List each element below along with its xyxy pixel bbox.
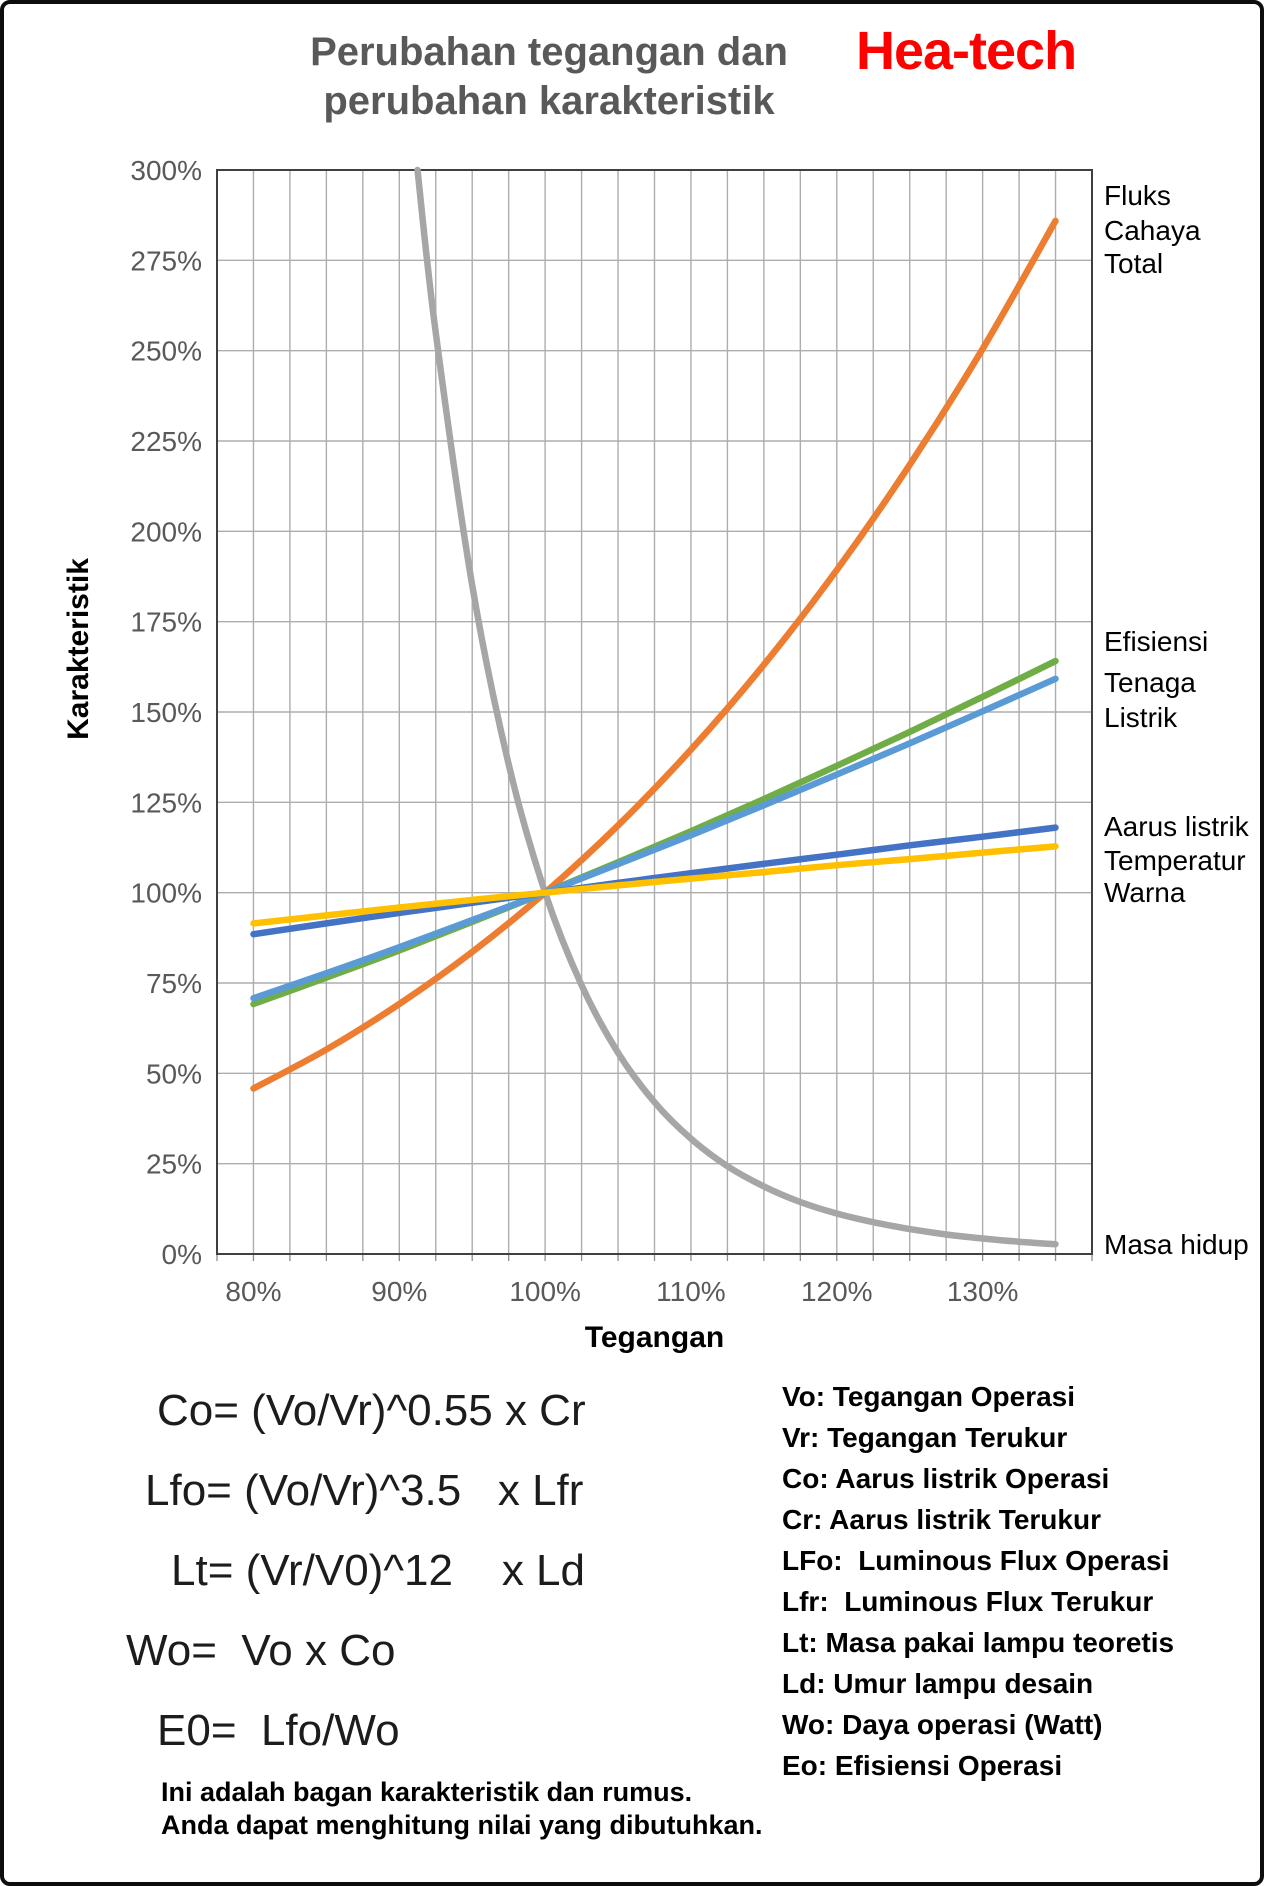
y-tick-label: 0% — [161, 1239, 202, 1270]
formula-line: Lt= (Vr/V0)^12 x Ld — [171, 1546, 585, 1595]
x-tick-label: 80% — [225, 1276, 282, 1307]
series-label: Total — [1104, 248, 1164, 279]
footer-line1: Ini adalah bagan karakteristik dan rumus. — [161, 1777, 693, 1807]
y-tick-label: 250% — [130, 335, 202, 367]
chart-title-line2: perubahan karakteristik — [323, 79, 775, 123]
y-tick-label: 200% — [130, 516, 202, 548]
footer-line2: Anda dapat menghitung nilai yang dibutuhkan. — [161, 1810, 763, 1840]
y-tick-label: 100% — [130, 877, 202, 909]
formula-line: Co= (Vo/Vr)^0.55 x Cr — [157, 1386, 586, 1435]
series-label: Efisiensi — [1104, 626, 1209, 657]
x-tick-label: 110% — [656, 1276, 726, 1307]
legend-item: Cr: Aarus listrik Terukur — [782, 1504, 1101, 1535]
legend-item: Eo: Efisiensi Operasi — [782, 1750, 1063, 1781]
footer-note — [161, 1776, 763, 1842]
series-label: Temperatur — [1104, 845, 1246, 876]
series-label: Masa hidup — [1104, 1229, 1249, 1260]
series-label: Listrik — [1104, 702, 1178, 733]
y-tick-label: 125% — [130, 787, 202, 819]
legend-item: LFo: Luminous Flux Operasi — [782, 1545, 1170, 1576]
x-axis-title: Tegangan — [584, 1321, 725, 1354]
series-label: Warna — [1104, 877, 1186, 908]
y-tick-label: 275% — [130, 245, 202, 277]
x-tick-label: 90% — [371, 1276, 428, 1307]
chart-title-line1: Perubahan tegangan dan — [310, 30, 788, 74]
legend-item: Co: Aarus listrik Operasi — [782, 1463, 1110, 1494]
formula-line: Lfo= (Vo/Vr)^3.5 x Lfr — [145, 1466, 584, 1515]
y-tick-label: 75% — [145, 968, 202, 999]
x-tick-label: 120% — [800, 1276, 873, 1307]
formula-line: E0= Lfo/Wo — [157, 1706, 400, 1755]
legend-item: Lfr: Luminous Flux Terukur — [782, 1586, 1154, 1617]
legend-item: Lt: Masa pakai lampu teoretis — [782, 1627, 1175, 1658]
legend-item: Wo: Daya operasi (Watt) — [782, 1709, 1103, 1740]
series-label: Tenaga — [1104, 667, 1196, 698]
series-label: Cahaya — [1104, 215, 1201, 246]
y-axis-title: Karakteristik — [62, 558, 95, 740]
variable-legend — [782, 1376, 1174, 1786]
y-tick-label: 225% — [130, 426, 202, 457]
y-tick-label: 50% — [145, 1058, 202, 1090]
series-label: Fluks — [1104, 180, 1171, 211]
series-label: Aarus listrik — [1104, 811, 1249, 842]
legend-item: Vo: Tegangan Operasi — [782, 1381, 1076, 1412]
voltage-characteristics-chart — [4, 4, 1264, 1374]
y-tick-label: 150% — [130, 697, 202, 728]
legend-item: Ld: Umur lampu desain — [782, 1668, 1094, 1699]
x-tick-label: 130% — [946, 1276, 1019, 1307]
y-tick-label: 25% — [145, 1148, 202, 1180]
chart-title — [209, 28, 889, 126]
y-tick-label: 300% — [130, 155, 202, 186]
formula-line: Wo= Vo x Co — [126, 1626, 396, 1675]
y-tick-label: 175% — [130, 606, 202, 638]
x-tick-label: 100% — [509, 1276, 581, 1307]
legend-item: Vr: Tegangan Terukur — [782, 1422, 1068, 1453]
brand-logo: Hea-tech — [856, 21, 1077, 81]
